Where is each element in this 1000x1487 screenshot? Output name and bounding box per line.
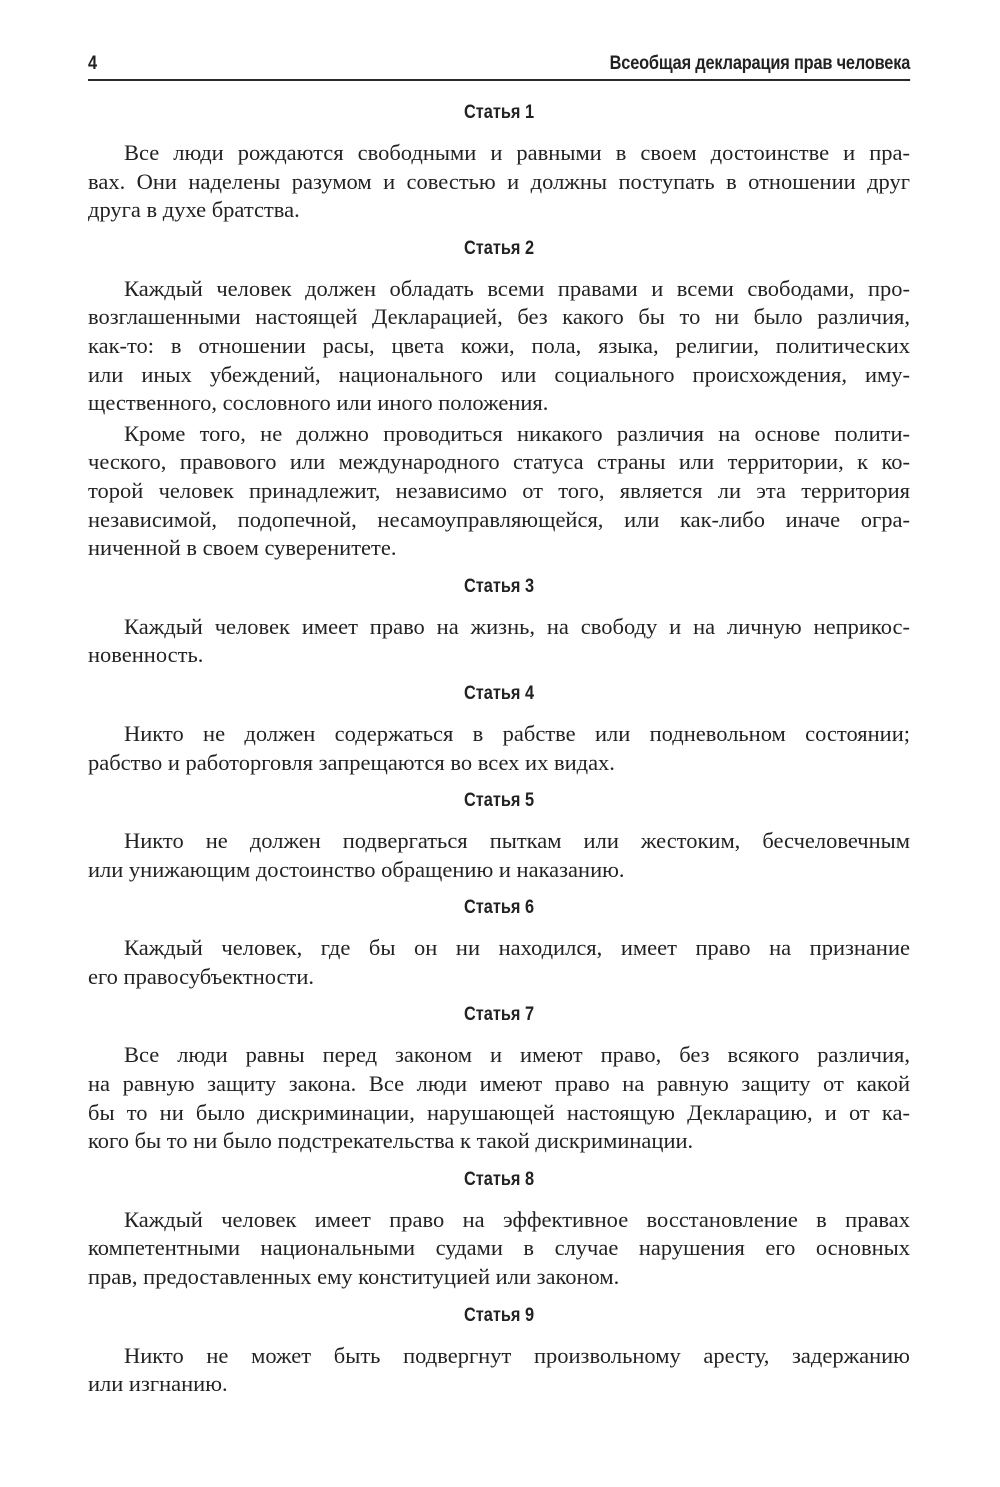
article-heading: Статья 8 [463, 1168, 535, 1190]
text-line: независимой, подопечной, несамоуправляющейся, или как-либо иначе огра- [88, 506, 910, 532]
text-line: или изгнанию. [88, 1371, 228, 1397]
article-8 [88, 1168, 910, 1292]
text-line: Никто не должен подвергаться пыткам или жестоким, бесчеловечным [124, 828, 910, 854]
text-line: новенность. [88, 642, 204, 668]
article-heading: Статья 7 [463, 1004, 535, 1026]
article-paragraph [88, 275, 910, 418]
text-line: возглашенными настоящей Декларацией, без какого бы то ни было различия, [88, 304, 910, 330]
text-line: друга в духе братства. [88, 197, 300, 223]
article-paragraph [88, 827, 910, 884]
page-number: 4 [88, 53, 98, 74]
text-line: ниченной в своем суверенитете. [88, 535, 397, 561]
article-3 [88, 575, 910, 670]
running-title: Всеобщая декларация прав человека [609, 53, 911, 74]
article-4 [88, 682, 910, 777]
text-line: рабство и работорговля запрещаются во всех их видах. [88, 749, 615, 775]
text-line: Все люди рождаются свободными и равными в своем достоинстве и пра- [124, 140, 910, 165]
article-paragraph [88, 720, 910, 777]
text-line: Каждый человек имеет право на жизнь, на свободу и на личную неприкос- [124, 613, 910, 639]
text-line: торой человек принадлежит, независимо от того, является ли эта территория [88, 477, 910, 503]
article-7 [88, 1003, 910, 1155]
article-paragraph [88, 613, 910, 670]
article-heading: Статья 6 [463, 897, 535, 919]
text-line: компетентными национальными судами в случае нарушения его основных [88, 1235, 910, 1261]
text-line: бы то ни было дискриминации, нарушающей настоящую Декларацию, и от ка- [88, 1099, 910, 1125]
article-heading: Статья 5 [463, 790, 535, 812]
article-paragraph [88, 420, 910, 563]
text-line: Кроме того, не должно проводиться никакого различия на основе полити- [124, 420, 910, 446]
article-paragraph [88, 1342, 910, 1399]
text-line: Каждый человек должен обладать всеми правами и всеми свободами, про- [124, 275, 910, 301]
text-line: кого бы то ни было подстрекательства к такой дискриминации. [88, 1128, 694, 1154]
article-heading: Статья 9 [463, 1304, 535, 1326]
text-line: вах. Они наделены разумом и совестью и должны поступать в отношении друг [88, 168, 910, 194]
running-head [88, 52, 910, 81]
article-heading: Статья 2 [463, 237, 535, 259]
article-paragraph [88, 1206, 910, 1292]
article-heading: Статья 4 [463, 682, 535, 704]
text-line: на равную защиту закона. Все люди имеют право на равную защиту от какой [88, 1071, 910, 1097]
text-line: Все люди равны перед законом и имеют право, без всякого различия, [124, 1042, 910, 1068]
document-page [88, 52, 910, 1411]
article-2 [88, 237, 910, 563]
article-5 [88, 789, 910, 884]
article-heading: Статья 3 [463, 575, 535, 597]
text-line: Никто не может быть подвергнут произвольному аресту, задержанию [124, 1342, 910, 1368]
article-heading: Статья 1 [463, 102, 535, 123]
text-line: или унижающим достоинство обращению и наказанию. [88, 856, 625, 882]
text-line: щественного, сословного или иного положения. [88, 390, 549, 416]
article-9 [88, 1304, 910, 1399]
article-1 [88, 101, 910, 225]
text-line: Каждый человек имеет право на эффективное восстановление в правах [124, 1206, 910, 1232]
text-line: ческого, правового или международного статуса страны или территории, к ко- [88, 449, 910, 475]
article-paragraph [88, 139, 910, 225]
article-6 [88, 896, 910, 991]
text-line: Никто не должен содержаться в рабстве или подневольном состоянии; [124, 720, 910, 746]
text-line: или иных убеждений, национального или социального происхождения, иму- [88, 361, 910, 387]
article-paragraph [88, 934, 910, 991]
document-body [88, 101, 910, 1399]
text-line: Каждый человек, где бы он ни находился, имеет право на признание [124, 935, 910, 961]
text-line: прав, предоставленных ему конституцией или законом. [88, 1264, 620, 1290]
article-paragraph [88, 1041, 910, 1155]
text-line: его правосубъектности. [88, 963, 315, 989]
text-line: как-то: в отношении расы, цвета кожи, пола, языка, религии, политических [88, 332, 910, 358]
